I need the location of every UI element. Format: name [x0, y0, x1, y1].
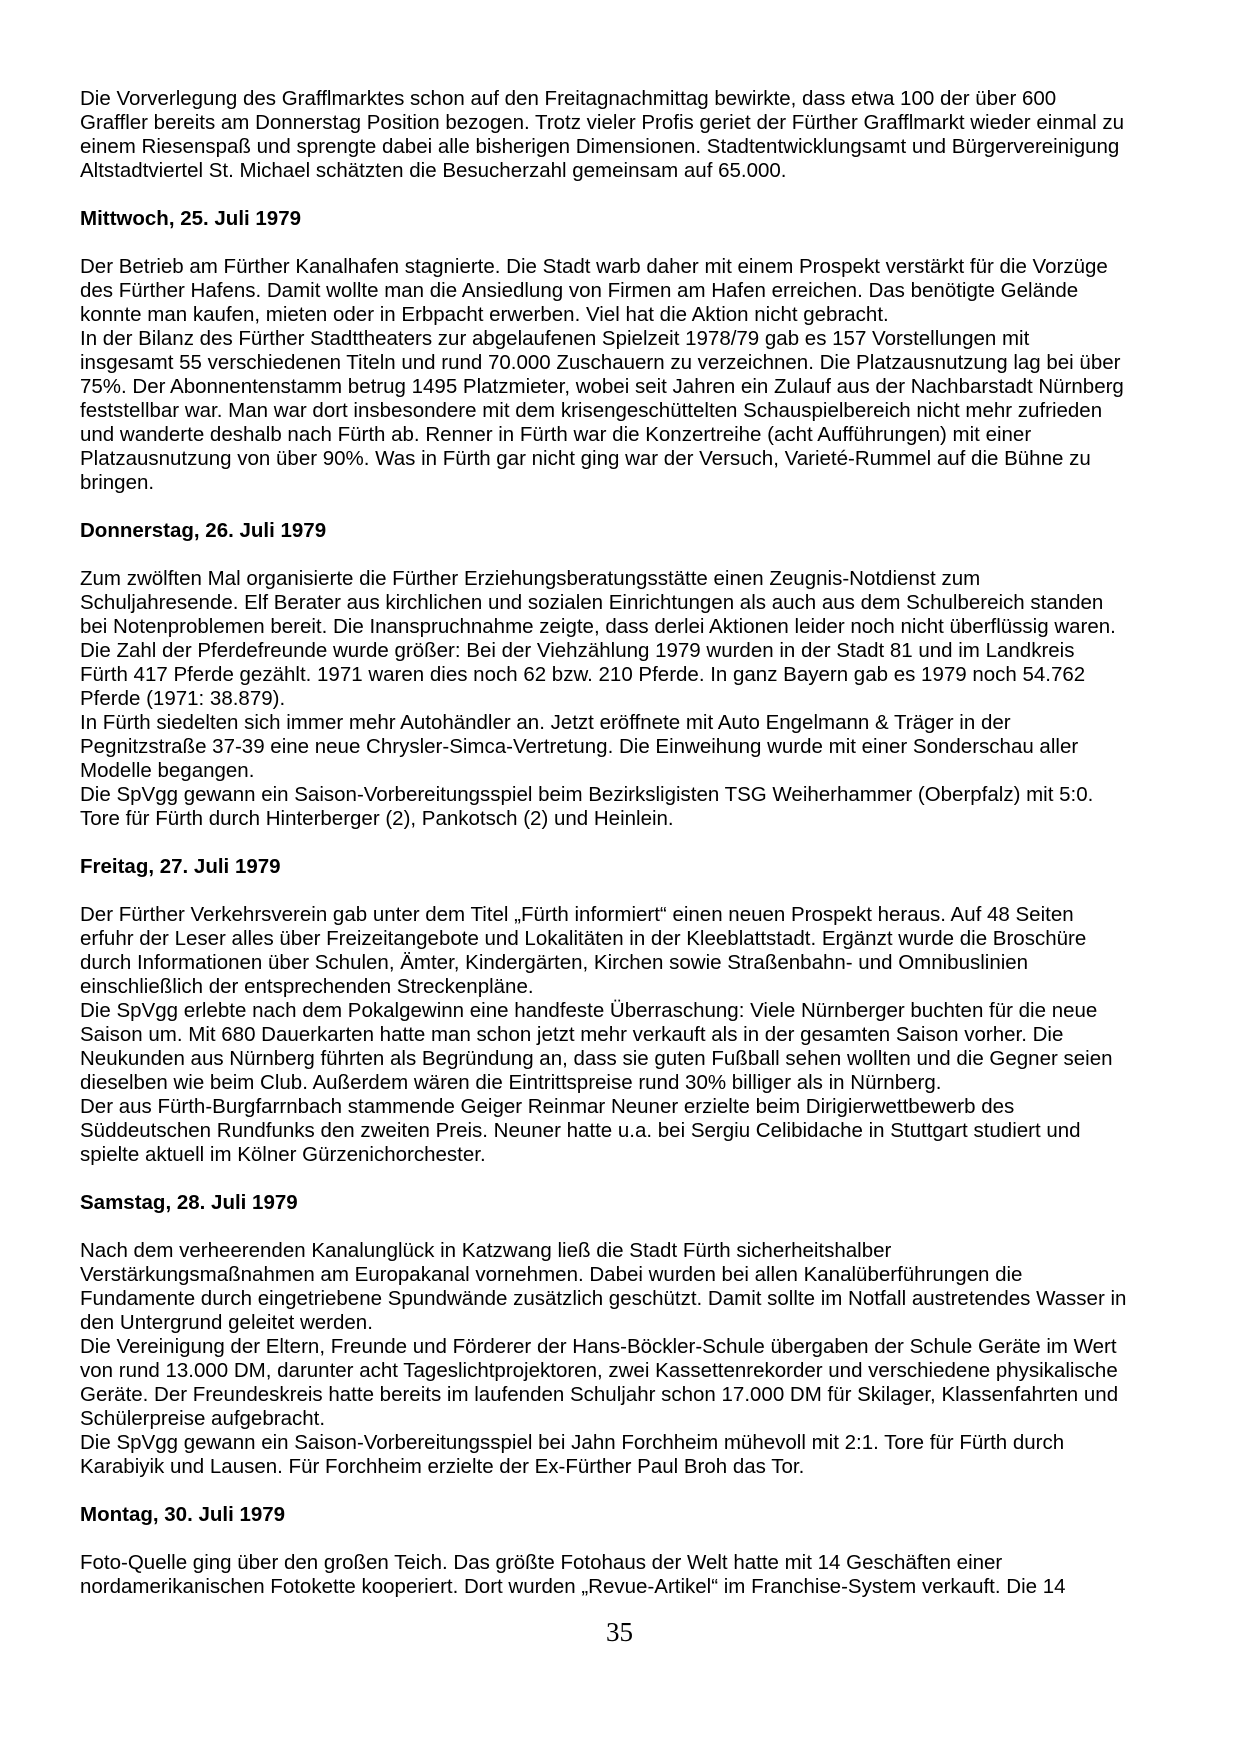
section-body — [80, 1239, 1166, 1479]
text-line: Pferde (1971: 38.879). — [80, 687, 286, 710]
text-line: Die SpVgg gewann ein Saison-Vorbereitungsspiel beim Bezirksligisten TSG Weiherhammer (Oberpfalz) mit 5:0. — [80, 783, 1094, 806]
section-heading: Mittwoch, 25. Juli 1979 — [80, 207, 302, 230]
section-heading: Montag, 30. Juli 1979 — [80, 1503, 286, 1526]
intro-paragraph-block — [80, 87, 1166, 183]
page-content — [80, 87, 1166, 1599]
text-line: Geräte. Der Freundeskreis hatte bereits im laufenden Schuljahr schon 17.000 DM für Skilager, Klassenfahrten und — [80, 1383, 1119, 1406]
section-body — [80, 1551, 1166, 1599]
text-line: Foto-Quelle ging über den großen Teich. Das größte Fotohaus der Welt hatte mit 14 Geschäften einer — [80, 1551, 1003, 1574]
text-line: Süddeutschen Rundfunks den zweiten Preis. Neuner hatte u.a. bei Sergiu Celibidache in Stuttgart studiert und — [80, 1119, 1081, 1142]
paragraph — [80, 1239, 1166, 1335]
text-line: Zum zwölften Mal organisierte die Fürther Erziehungsberatungsstätte einen Zeugnis-Notdienst zum — [80, 567, 981, 590]
text-line: Verstärkungsmaßnahmen am Europakanal vornehmen. Dabei wurden bei allen Kanalüberführungen die — [80, 1263, 1023, 1286]
text-line: Der aus Fürth-Burgfarrnbach stammende Geiger Reinmar Neuner erzielte beim Dirigierwettbewerb des — [80, 1095, 1015, 1118]
page-number: 35 — [606, 1617, 633, 1647]
paragraph — [80, 711, 1166, 783]
text-line: und wanderte deshalb nach Fürth ab. Renner in Fürth war die Konzertreihe (acht Aufführungen) mit einer — [80, 423, 1032, 446]
paragraph — [80, 1335, 1166, 1431]
paragraph — [80, 903, 1166, 999]
text-line: Altstadtviertel St. Michael schätzten die Besucherzahl gemeinsam auf 65.000. — [80, 159, 787, 182]
text-line: Die SpVgg gewann ein Saison-Vorbereitungsspiel bei Jahn Forchheim mühevoll mit 2:1. Tore für Fürth durch — [80, 1431, 1065, 1454]
text-line: Die Zahl der Pferdefreunde wurde größer: Bei der Viehzählung 1979 wurden in der Stadt 81 und im Landkreis — [80, 639, 1075, 662]
paragraph — [80, 783, 1166, 831]
text-line: Der Fürther Verkehrsverein gab unter dem Titel „Fürth informiert“ einen neuen Prospekt heraus. Auf 48 Seiten — [80, 903, 1074, 926]
text-line: den Untergrund geleitet werden. — [80, 1311, 373, 1334]
text-line: einem Riesenspaß und sprengte dabei alle bisherigen Dimensionen. Stadtentwicklungsamt und Bürgervereinigung — [80, 135, 1120, 158]
text-line: Graffler bereits am Donnerstag Position bezogen. Trotz vieler Profis geriet der Fürther Grafflmarkt wieder einmal zu — [80, 111, 1125, 134]
text-line: In der Bilanz des Fürther Stadttheaters zur abgelaufenen Spielzeit 1978/79 gab es 157 Vorstellungen mit — [80, 327, 1030, 350]
text-line: konnte man kaufen, mieten oder in Erbpacht erwerben. Viel hat die Aktion nicht gebracht. — [80, 303, 889, 326]
text-line: Die SpVgg erlebte nach dem Pokalgewinn eine handfeste Überraschung: Viele Nürnberger buchten für die neue — [80, 999, 1098, 1022]
text-line: Die Vorverlegung des Grafflmarktes schon auf den Freitagnachmittag bewirkte, dass etwa 100 der über 600 — [80, 87, 1057, 110]
section-body — [80, 903, 1166, 1167]
text-line: Der Betrieb am Fürther Kanalhafen stagnierte. Die Stadt warb daher mit einem Prospekt verstärkt für die Vorzüge — [80, 255, 1108, 278]
text-line: insgesamt 55 verschiedenen Titeln und rund 70.000 Zuschauern zu verzeichnen. Die Platzausnutzung lag bei über — [80, 351, 1121, 374]
text-line: Platzausnutzung von über 90%. Was in Fürth gar nicht ging war der Versuch, Varieté-Rummel auf die Bühne zu — [80, 447, 1091, 470]
section-montag-30-juli-1979 — [80, 1503, 1166, 1599]
paragraph — [80, 1431, 1166, 1479]
paragraph — [80, 327, 1166, 495]
text-line: Die Vereinigung der Eltern, Freunde und Förderer der Hans-Böckler-Schule übergaben der Schule Geräte im Wert — [80, 1335, 1117, 1358]
text-line: Nach dem verheerenden Kanalunglück in Katzwang ließ die Stadt Fürth sicherheitshalber — [80, 1239, 892, 1262]
text-line: nordamerikanischen Fotokette kooperiert. Dort wurden „Revue-Artikel“ im Franchise-System verkauft. Die 14 — [80, 1575, 1066, 1598]
text-line: spielte aktuell im Kölner Gürzenichorchester. — [80, 1143, 486, 1166]
text-line: einschließlich der entsprechenden Streckenpläne. — [80, 975, 534, 998]
text-line: Modelle begangen. — [80, 759, 255, 782]
section-donnerstag-26-juli-1979 — [80, 519, 1166, 831]
text-line: Fundamente durch eingetriebene Spundwände zusätzlich geschützt. Damit sollte im Notfall austretendes Wasser in — [80, 1287, 1127, 1310]
text-line: Karabiyik und Lausen. Für Forchheim erzielte der Ex-Fürther Paul Broh das Tor. — [80, 1455, 805, 1478]
text-line: Fürth 417 Pferde gezählt. 1971 waren dies noch 62 bzw. 210 Pferde. In ganz Bayern gab es 1979 noch 54.762 — [80, 663, 1086, 686]
text-line: erfuhr der Leser alles über Freizeitangebote und Lokalitäten in der Kleeblattstadt. Ergänzt wurde die Broschüre — [80, 927, 1087, 950]
paragraph — [80, 255, 1166, 327]
text-line: In Fürth siedelten sich immer mehr Autohändler an. Jetzt eröffnete mit Auto Engelmann & Träger in der — [80, 711, 1011, 734]
text-line: durch Informationen über Schulen, Ämter, Kindergärten, Kirchen sowie Straßenbahn- und Omnibuslinien — [80, 951, 1029, 974]
section-body — [80, 255, 1166, 495]
paragraph — [80, 87, 1166, 183]
text-line: Schülerpreise aufgebracht. — [80, 1407, 326, 1430]
text-line: bei Notenproblemen bereit. Die Inanspruchnahme zeigte, dass derlei Aktionen leider noch nicht überflüssig waren. — [80, 615, 1116, 638]
section-freitag-27-juli-1979 — [80, 855, 1166, 1167]
text-line: Neukunden aus Nürnberg führten als Begründung an, dass sie guten Fußball sehen wollten und die Gegner seien — [80, 1047, 1113, 1070]
text-line: Saison um. Mit 680 Dauerkarten hatte man schon jetzt mehr verkauft als in der gesamten Saison vorher. Die — [80, 1023, 1064, 1046]
text-line: Schuljahresende. Elf Berater aus kirchlichen und sozialen Einrichtungen als auch aus dem Schulbereich standen — [80, 591, 1104, 614]
paragraph — [80, 1551, 1166, 1599]
section-heading: Freitag, 27. Juli 1979 — [80, 855, 281, 878]
text-line: 75%. Der Abonnentenstamm betrug 1495 Platzmieter, wobei seit Jahren ein Zulauf aus der Nachbarstadt Nürnberg — [80, 375, 1124, 398]
text-line: dieselben wie beim Club. Außerdem wären die Eintrittspreise rund 30% billiger als in Nürnberg. — [80, 1071, 942, 1094]
text-line: des Fürther Hafens. Damit wollte man die Ansiedlung von Firmen am Hafen erreichen. Das benötigte Gelände — [80, 279, 1079, 302]
text-line: Pegnitzstraße 37-39 eine neue Chrysler-Simca-Vertretung. Die Einweihung wurde mit einer Sonderschau aller — [80, 735, 1079, 758]
text-line: feststellbar war. Man war dort insbesondere mit dem krisengeschüttelten Schauspielbereich nicht mehr zufrieden — [80, 399, 1103, 422]
section-samstag-28-juli-1979 — [80, 1191, 1166, 1479]
paragraph — [80, 567, 1166, 639]
section-mittwoch-25-juli-1979 — [80, 207, 1166, 495]
paragraph — [80, 639, 1166, 711]
section-heading: Samstag, 28. Juli 1979 — [80, 1191, 298, 1214]
paragraph — [80, 999, 1166, 1095]
paragraph — [80, 1095, 1166, 1167]
text-line: von rund 13.000 DM, darunter acht Tageslichtprojektoren, zwei Kassettenrekorder und verschiedene physikalische — [80, 1359, 1118, 1382]
section-heading: Donnerstag, 26. Juli 1979 — [80, 519, 327, 542]
text-line: Tore für Fürth durch Hinterberger (2), Pankotsch (2) und Heinlein. — [80, 807, 674, 830]
section-body — [80, 567, 1166, 831]
text-line: bringen. — [80, 471, 155, 494]
